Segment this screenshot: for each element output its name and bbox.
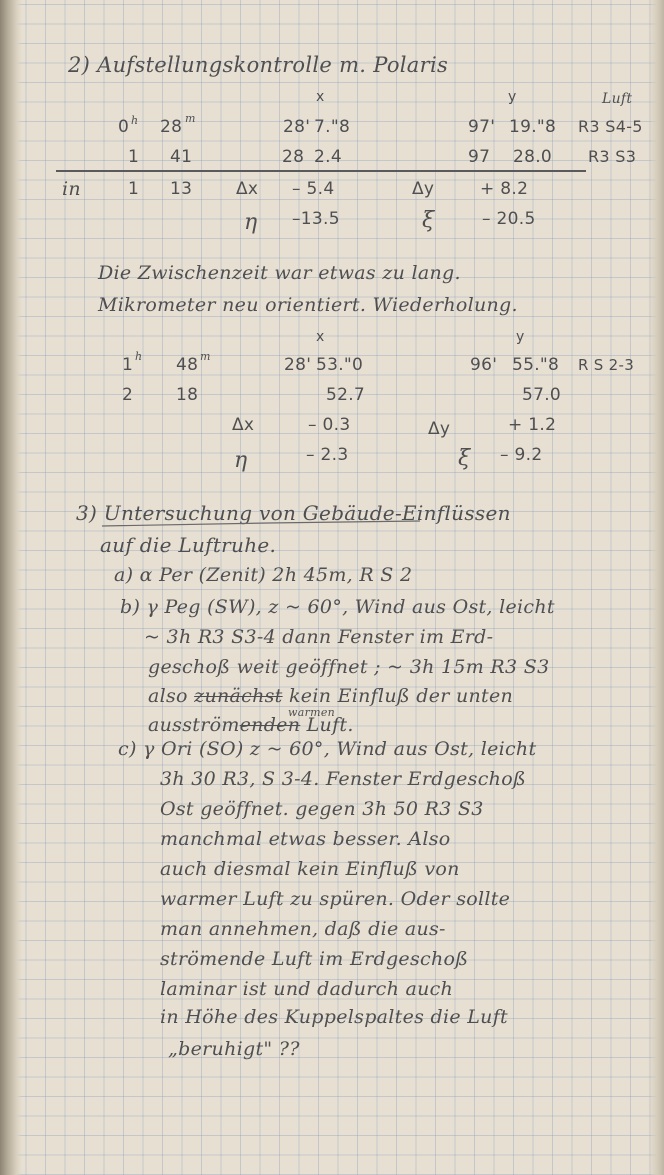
note-line-1: Die Zwischenzeit war etwas zu lang. [98,262,461,284]
delta-x-label: Δx [236,179,259,199]
item-b-line-1: b) γ Peg (SW), z ~ 60°, Wind aus Ost, leicht [120,596,555,618]
repeat-row1-minute-unit: m [200,350,211,363]
repeat-row1-x-sec: 53."0 [316,355,364,375]
b5-struck-ending: enden [239,714,301,736]
item-c-line-1: c) γ Ori (SO) z ~ 60°, Wind aus Ost, leicht [118,738,537,760]
repeat-xi-label: ξ [458,446,471,471]
repeat-row1-y-deg: 96' [470,355,498,375]
delta-y-label: Δy [412,179,435,199]
row1-hour: 0 [118,117,130,137]
repeat-row1-luft: R S 2-3 [578,356,635,374]
row2-y-sec: 28.0 [513,147,553,167]
item-c-line-11: „beruhigt" ?? [168,1038,300,1060]
item-c-line-10: in Höhe des Kuppelspaltes die Luft [160,1006,508,1028]
section-3-heading: 3) Untersuchung von Gebäude-Einflüssen [76,501,511,525]
repeat-delta-y-value: + 1.2 [508,415,557,435]
repeat-row2-y-sec: 57.0 [522,385,562,405]
section-2-heading: 2) Aufstellungskontrolle m. Polaris [68,53,449,77]
note-line-2: Mikrometer neu orientiert. Wiederholung. [98,294,518,316]
repeat-eta-label: η [234,448,248,473]
item-b-line-3: geschoß weit geöffnet ; ~ 3h 15m R3 S3 [148,656,550,678]
row1-hour-unit: h [131,114,139,127]
repeat-row1-y-sec: 55."8 [512,355,560,375]
repeat-row2-x-sec: 52.7 [326,385,366,405]
b4-pre: also [148,685,188,707]
row1-minute-unit: m [185,112,196,125]
eta-value: –13.5 [292,209,340,229]
repeat-row2-minute: 18 [176,385,199,405]
b5-insertion: warmen [288,706,336,719]
repeat-col-y-header: y [516,329,525,345]
repeat-eta-value: – 2.3 [306,445,349,465]
col-y-header: y [508,89,517,105]
col-luft-header: Luft [602,91,633,107]
eta-label: η [244,210,258,235]
b5-pre: ausström [148,714,240,736]
repeat-row1-hour: 1 [122,355,134,375]
diff-hour: 1 [128,179,140,199]
item-c-line-5: auch diesmal kein Einfluß von [160,858,460,880]
repeat-delta-x-value: – 0.3 [308,415,351,435]
row1-x-deg: 28' [283,117,311,137]
b4-struck-word: zunächst [194,685,283,707]
item-a: a) α Per (Zenit) 2h 45m, R S 2 [114,564,413,586]
repeat-delta-y-label: Δy [428,419,451,439]
row1-y-sec: 19."8 [509,117,557,137]
repeat-row2-hour: 2 [122,385,134,405]
section-3-heading-cont: auf die Luftruhe. [100,533,277,557]
row2-minute: 41 [170,147,193,167]
row2-hour: 1 [128,147,140,167]
row2-x-sec: 2.4 [314,147,342,167]
row1-minute: 28 [160,117,183,137]
diff-label: in [62,178,81,200]
xi-value: – 20.5 [482,209,536,229]
repeat-col-x-header: x [316,329,325,345]
item-c-line-2: 3h 30 R3, S 3-4. Fenster Erdgeschoß [160,768,526,790]
item-c-line-8: strömende Luft im Erdgeschoß [160,948,469,970]
col-x-header: x [316,89,325,105]
item-c-line-6: warmer Luft zu spüren. Oder sollte [160,888,511,910]
repeat-row1-hour-unit: h [135,350,143,363]
b5-post: Luft. [306,714,354,736]
delta-x-value: – 5.4 [292,179,335,199]
item-c-line-7: man annehmen, daß die aus- [160,918,446,940]
xi-label: ξ [422,208,435,233]
item-c-line-9: laminar ist und dadurch auch [160,978,454,1000]
row1-y-deg: 97' [468,117,496,137]
item-c-line-3: Ost geöffnet. gegen 3h 50 R3 S3 [160,798,484,820]
delta-y-value: + 8.2 [480,179,529,199]
item-c-line-4: manchmal etwas besser. Also [160,828,451,850]
repeat-delta-x-label: Δx [232,415,255,435]
row2-y-deg: 97 [468,147,491,167]
item-b-line-2: ~ 3h R3 S3-4 dann Fenster im Erd- [144,626,494,648]
row2-x-deg: 28 [282,147,305,167]
repeat-row1-x-deg: 28' [284,355,312,375]
b4-post: kein Einfluß der unten [288,685,514,707]
item-b-line-5 [148,714,354,736]
repeat-xi-value: – 9.2 [500,445,543,465]
row1-luft: R3 S4-5 [578,117,643,136]
repeat-row1-minute: 48 [176,355,199,375]
row1-x-sec: 7."8 [314,117,351,137]
row2-luft: R3 S3 [588,147,637,166]
diff-minute: 13 [170,179,193,199]
